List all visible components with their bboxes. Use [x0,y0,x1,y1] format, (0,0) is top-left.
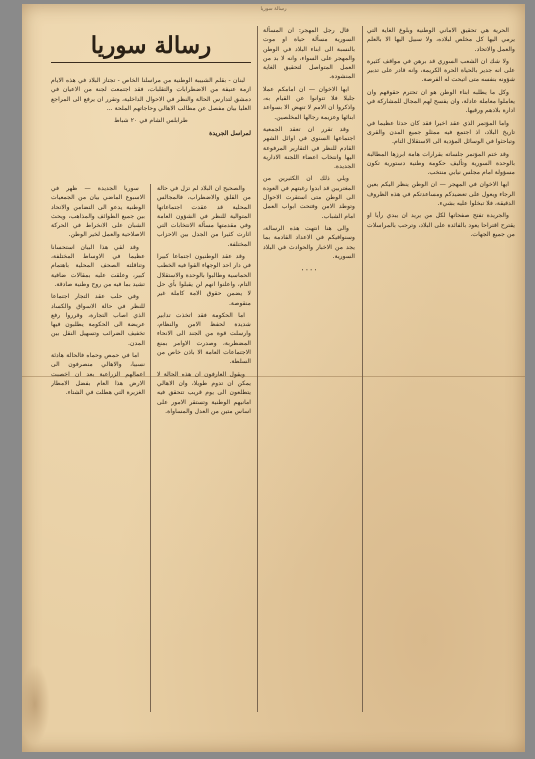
paragraph: ويقول العارفون ان هذه الحالة لا يمكن ان تدوم طويلا، وان الاهالي يتطلعون الى يوم قريب تتحقق فيه امانيهم الوطنية وتستقر الامور على اساس متين من العدل والمساواة. [157,370,251,415]
paragraph: والصحيح ان البلاد لم تزل في حالة من القلق والاضطراب، فالمجالس المحلية قد عقدت اجتماعاتها المتوالية للنظر في الشؤون العامة وفي مقدمتها مسألة الانتخابات التي اثارت كثيرا من الجدل بين الاحزاب المختلفة. [157,185,251,248]
column-divider [362,26,363,712]
paragraph: ولا شك ان الشعب السوري قد برهن في مواقف كثيرة على انه جدير بالحياة الحرة الكريمة، وانه قادر على تدبير شؤونه بنفسه متى اتيحت له الفرصة. [367,57,515,84]
section-endmark: ٠٠٠٠ [300,265,318,275]
paragraph: قال رجل المهجر: ان المسألة السورية مسألة حياة او موت بالنسبة الى ابناء البلاد في الوطن والمهجر على السواء، وانه لا بد من العمل المتواصل لتحقيق الغاية المنشودة. [263,27,355,81]
article-column-a [157,184,251,712]
paragraph: ايها الاخوان في المهجر — ان الوطن ينظر اليكم بعين الرجاء ويعول على تعضيدكم ومساعدتكم في هذه الظروف الدقيقة، فلا تبخلوا عليه بشيء. [367,181,515,208]
paper-stain [20,664,50,744]
correspondent-line: لمراسل الجريدة [209,130,251,138]
paragraph: ايها الاخوان — ان امامكم عملا جليلا فلا تتوانوا عن القيام به، واذكروا ان الامم لا تنهض الا بسواعد ابنائها وعزيمة رجالها المخلصين. [263,85,355,121]
paragraph: وقد تقرر ان تعقد الجمعية اجتماعها السنوي في اوائل الشهر القادم للنظر في التقارير المرفوعة اليها وانتخاب اعضاء اللجنة الادارية الجديدة. [263,125,355,171]
paragraph: وقد لقي هذا البيان استحسانا عظيما في الاوساط المختلفة، وتناقلته الصحف المحلية باهتمام كبير، وعلقت عليه بمقالات ضافية تشيد بما فيه من روح وطنية صادقة. [51,243,145,288]
intro-paragraph: لبنان - بقلم الشبيبة الوطنية من مراسلنا الخاص - تجتاز البلاد في هذه الايام ازمة عنيفة من الاضطرابات والتقلبات، فقد اجتمعت لجنة من الاعيان في دمشق لتدارس الحالة والنظر في الاحوال الداخلية، وتقرر ان يرفع الى المراجع العليا بيان مفصل عن مطالب الاهالي وحاجاتهم الملحة ... [51,77,251,112]
column-divider [257,26,258,712]
paragraph: وكل ما يطلبه ابناء الوطن هو ان تحترم حقوقهم وان يعاملوا معاملة عادلة، وان يفسح لهم المجال للمشاركة في ادارة بلادهم ورقيها. [367,88,515,115]
article-title: رسالة سوريا [51,32,251,63]
paragraph: والى هنا انتهت هذه الرسالة، وسنوافيكم في الاعداد القادمة بما يجد من الاخبار والحوادث في البلاد السورية. [263,224,355,260]
paragraph: وفي حلب عقد التجار اجتماعا للنظر في حالة الاسواق والكساد الذي اصاب التجارة، وقرروا رفع عريضة الى الحكومة يطلبون فيها تخفيف الضرائب وتسهيل النقل بين المدن. [51,293,145,347]
article-masthead [51,32,251,63]
paragraph: والجريدة تفتح صفحاتها لكل من يريد ان يبدي رأيا او يقترح اقتراحا يعود بالفائدة على البلاد، وترحب بالمراسلات من جميع الجهات. [367,212,515,238]
paragraph: اما في حمص وحماه فالحالة هادئة نسبيا، والاهالي منصرفون الى اعمالهم الزراعية بعد ان اخصبت الارض هذا العام بفضل الامطار الغزيرة التي هطلت في الشتاء. [51,352,145,397]
newspaper-page [22,4,525,752]
paragraph: الحرية هي تحقيق الاماني الوطنية وبلوغ الغاية التي يرمي اليها كل مخلص لبلاده، ولا سبيل اليها الا بالعلم والعمل والاتحاد. [367,27,515,53]
paragraph: سوريا الجديدة — ظهر في الاسبوع الماضي بيان من الجمعيات الوطنية يدعو الى التضامن والاتحاد بين جميع الطوائف والمذاهب، ويحث الشبان على الانخراط في الحركة الاصلاحية والعمل لخير الوطن. [51,185,145,239]
article-column-b [51,184,145,712]
paragraph: اما الحكومة فقد اتخذت تدابير شديدة لحفظ الامن والنظام، وارسلت قوة من الجند الى الانحاء المضطربة، وصدرت الاوامر بمنع الاجتماعات العامة الا باذن خاص من السلطة. [157,311,251,366]
column-middle [263,26,355,712]
article-dateline: طرابلس الشام في ٢٠ شباط [114,117,188,125]
article-intro [51,76,251,141]
paragraph: وقد ختم المؤتمر جلساته بقرارات هامة ابرزها المطالبة بالوحدة السورية وتأليف حكومة وطنية دستورية تكون مسؤولة امام مجلس نيابي منتخب. [367,150,515,177]
page-header: رسالة سوريا [260,6,287,12]
paragraph: واما المؤتمر الذي عقد اخيرا فقد كان حدثا عظيما في تاريخ البلاد، اذ اجتمع فيه ممثلو جميع المدن والقرى وتباحثوا في الوسائل المؤدية الى الاستقلال التام. [367,119,515,146]
column-divider [150,184,151,712]
paper-fold [22,376,525,377]
paragraph: ويلي ذلك ان الكثيرين من المغتربين قد ابدوا رغبتهم في العودة الى الوطن متى استقرت الاحوال وتوطد الامن وفتحت ابواب العمل امام الشباب. [263,175,355,220]
paragraph: وقد عقد الوطنيون اجتماعا كبيرا في دار احد الوجهاء القوا فيه الخطب الحماسية وطالبوا بالوحدة والاستقلال التام، واعلنوا انهم لن يقبلوا بأي حل لا يضمن حقوق الامة كاملة غير منقوصة. [157,253,251,307]
column-right [367,26,515,712]
